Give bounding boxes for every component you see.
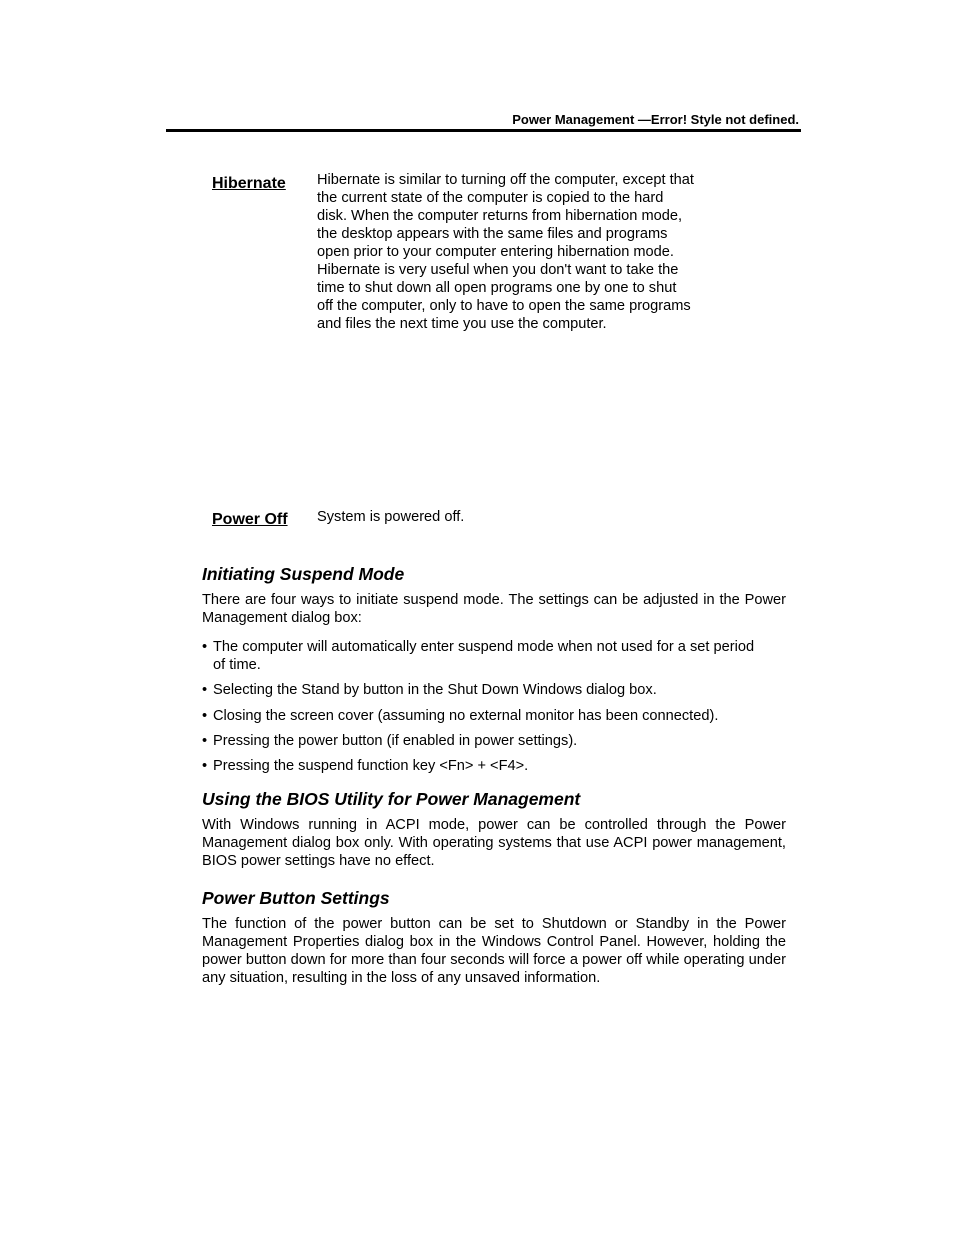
section-body-power-button: The function of the power button can be set to Shutdown or Standby in the Power Management Properties dialog box in the Windows Control Panel. However, holding the power button down for more than four seconds will force a power off while operating under any situation, resulting in the loss of any unsaved information. (202, 916, 786, 986)
section-intro-initiating-suspend: There are four ways to initiate suspend mode. The settings can be adjusted in the Power Management dialog box: (202, 592, 786, 626)
list-item (202, 707, 786, 725)
section-title-initiating-suspend: Initiating Suspend Mode (202, 564, 405, 584)
hibernate-description: Hibernate is similar to turning off the computer, except that the current state of the computer is copied to the hard disk. When the computer returns from hibernation mode, the desktop appears with the same files and programs open prior to your computer entering hibernation mode. Hibernate is very useful when you don't want to take the time to shut down all open programs one by one to shut off the computer, only to have to open the same programs and files the next time you use the computer. (317, 172, 694, 332)
list-item-text: Closing the screen cover (assuming no external monitor has been connected). (213, 708, 719, 724)
header-rule (166, 129, 801, 132)
term-hibernate: Hibernate (212, 175, 286, 192)
list-item (202, 681, 786, 699)
running-header (166, 112, 801, 128)
bullet-icon: • (202, 758, 208, 774)
suspend-methods-list (202, 638, 786, 775)
section-title-power-button: Power Button Settings (202, 888, 390, 908)
bullet-icon: • (202, 639, 208, 655)
list-item-text: The computer will automatically enter suspend mode when not used for a set period of time. (213, 639, 755, 673)
list-item (202, 757, 786, 775)
header-error-text: —Error! Style not defined. (637, 112, 799, 127)
bullet-icon: • (202, 682, 208, 698)
term-power-off: Power Off (212, 511, 288, 528)
section-body-bios-utility: With Windows running in ACPI mode, power can be controlled through the Power Management dialog box only. With operating systems that use ACPI power management, BIOS power settings have no effect. (202, 817, 786, 869)
power-off-description: System is powered off. (317, 509, 465, 525)
list-item (202, 638, 759, 674)
bullet-icon: • (202, 708, 208, 724)
list-item-text: Pressing the suspend function key <Fn> + <F4>. (213, 758, 529, 774)
section-title-bios-utility: Using the BIOS Utility for Power Management (202, 789, 581, 809)
list-item (202, 732, 786, 750)
bullet-icon: • (202, 733, 208, 749)
header-title: Power Management (512, 112, 635, 127)
list-item-text: Selecting the Stand by button in the Shut Down Windows dialog box. (213, 682, 657, 698)
list-item-text: Pressing the power button (if enabled in power settings). (213, 733, 578, 749)
